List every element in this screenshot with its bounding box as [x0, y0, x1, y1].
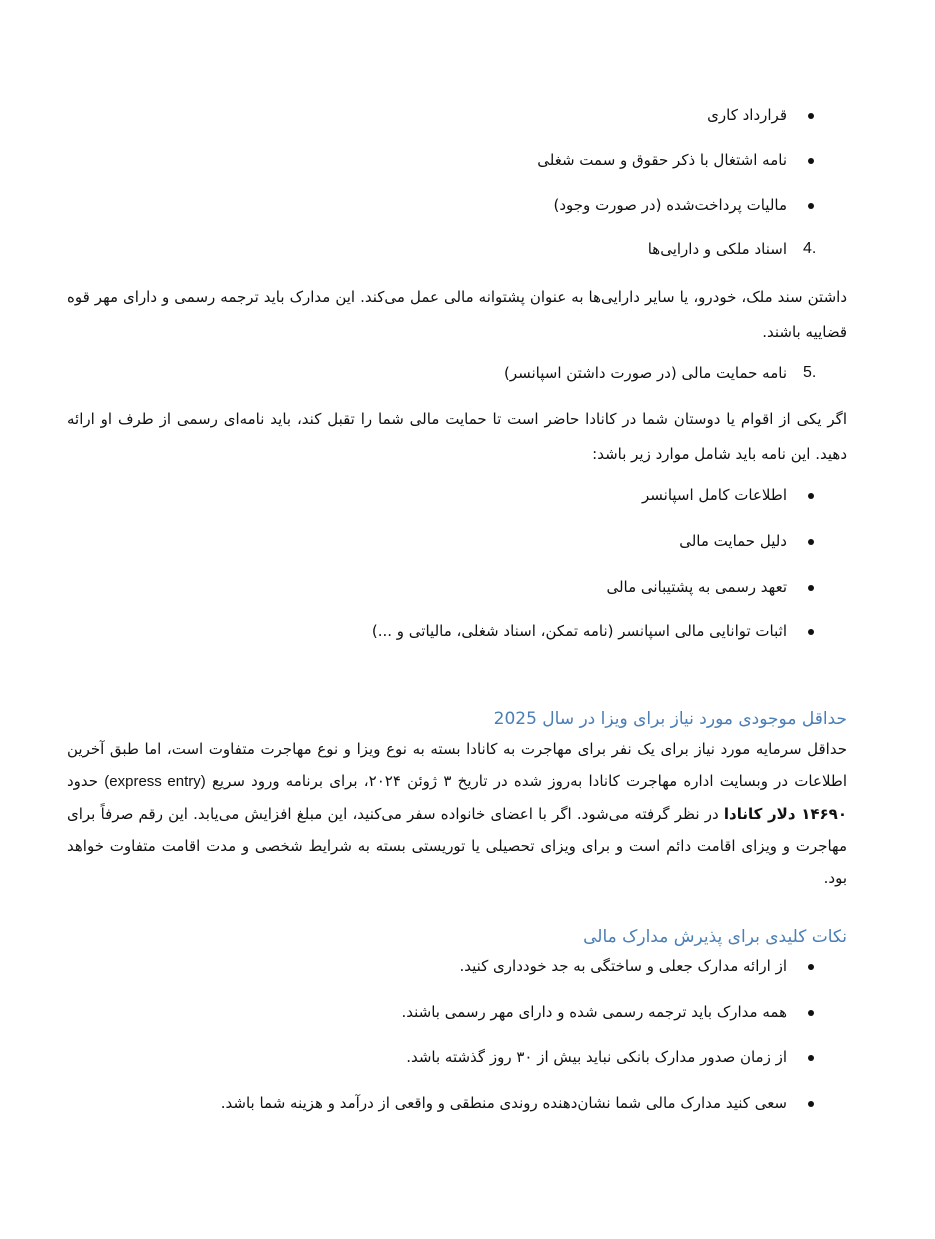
bullet-dot	[808, 203, 814, 209]
bullet-dot	[808, 629, 814, 635]
bullet-dot	[808, 1101, 814, 1107]
bullet-dot	[808, 158, 814, 164]
section-heading: حداقل موجودی مورد نیاز برای ویزا در سال 2025	[493, 709, 847, 729]
bullet-dot	[808, 539, 814, 545]
bullet-dot	[808, 1055, 814, 1061]
list-item: تعهد رسمی به پشتیبانی مالی	[606, 578, 787, 596]
text-part: حداقل سرمایه مورد نیاز برای یک نفر برای مهاجرت به کانادا بسته به نوع ویزا و نوع مهاجرت متفاوت است، اما طبق آخرین اطلاعات در وبسایت اداره مهاجرت کانادا به‌روز شده در تاریخ ۳ ژوئن ۲۰۲۴، برای برنامه ورود سریع	[67, 740, 847, 790]
section-title: نامه حمایت مالی (در صورت داشتن اسپانسر)	[503, 364, 787, 382]
bullet-dot	[808, 964, 814, 970]
amount-highlight: ۱۴۶۹۰ دلار کانادا	[723, 805, 847, 823]
section-paragraph: اگر یکی از اقوام یا دوستان شما در کانادا حاضر است تا حمایت مالی شما را تقبل کند، باید نامه‌ای رسمی از طرف او ارائه دهید. این نامه باید شامل موارد زیر باشد:	[67, 410, 847, 463]
bullet-dot	[808, 1010, 814, 1016]
list-item: سعی کنید مدارک مالی شما نشان‌دهنده روندی منطقی و واقعی از درآمد و هزینه شما باشد.	[220, 1094, 787, 1112]
list-item: همه مدارک باید ترجمه رسمی شده و دارای مهر رسمی باشند.	[401, 1003, 787, 1021]
list-item: مالیات پرداخت‌شده (در صورت وجود)	[553, 196, 787, 214]
section-paragraph: داشتن سند ملک، خودرو، یا سایر دارایی‌ها به عنوان پشتوانه مالی عمل می‌کند. این مدارک باید ترجمه رسمی و دارای مهر قوه قضاییه باشند.	[67, 288, 847, 341]
bullet-dot	[808, 585, 814, 591]
min-funds-paragraph	[67, 733, 847, 894]
list-item: قرارداد کاری	[707, 106, 787, 124]
list-item: اطلاعات کامل اسپانسر	[641, 486, 787, 504]
bullet-dot	[808, 493, 814, 499]
section-number: 4.	[803, 240, 817, 257]
list-item: دلیل حمایت مالی	[679, 532, 787, 550]
express-entry-term: (express entry)	[104, 773, 206, 790]
text-part: حدود	[67, 772, 105, 790]
list-item: از ارائه مدارک جعلی و ساختگی به جد خودداری کنید.	[459, 957, 787, 975]
text-part: در نظر گرفته می‌شود. اگر با اعضای خانواده سفر می‌کنید، این مبلغ افزایش می‌یابد. این رقم صرفاً برای مهاجرت و ویزای اقامت دائم است و برای ویزای تحصیلی یا توریستی بسته به شرایط شخصی و مدت اقامت متفاوت خواهد بود.	[67, 805, 847, 887]
section-heading: نکات کلیدی برای پذیرش مدارک مالی	[583, 927, 847, 947]
list-item: از زمان صدور مدارک بانکی نباید بیش از ۳۰ روز گذشته باشد.	[406, 1048, 787, 1066]
section-number: 5.	[803, 364, 817, 381]
section-title: اسناد ملکی و دارایی‌ها	[647, 240, 787, 258]
list-item: اثبات توانایی مالی اسپانسر (نامه تمکن، اسناد شغلی، مالیاتی و ...)	[371, 622, 787, 640]
list-item: نامه اشتغال با ذکر حقوق و سمت شغلی	[537, 151, 787, 169]
bullet-dot	[808, 113, 814, 119]
